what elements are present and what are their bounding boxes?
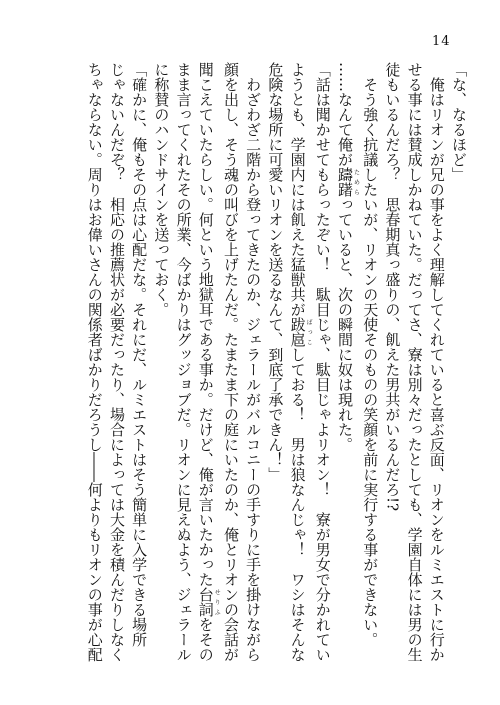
text-line: そう強く抗議したいが、リオンの天使そのものの笑顔を前に実行する事ができない。: [361, 62, 380, 647]
text-line: に称賛のハンドサインを送っておく。: [152, 62, 171, 317]
text-line: まま言ってくれたその所業、今ばかりはグッジョブだ。リオンに見えぬよう、ジェラール: [174, 62, 193, 662]
text-line: せる事には賛成しかねていた。だってさ、寮は別々だったとしても、学園自体には男の生: [405, 62, 424, 662]
page-number: 14: [432, 34, 451, 49]
text-line: 危険な場所に可愛いリオンを送るなんて、到底了承できん！」: [266, 62, 285, 482]
text-line: 「な、なるほど」: [450, 62, 468, 182]
text-line: ……なんて俺が躊躇ためらっていると、次の瞬間に奴は現れた。: [335, 62, 360, 452]
text-line: 俺はリオンが兄の事をよく理解してくれていると喜ぶ反面、リオンをルミエストに行か: [427, 62, 446, 662]
furigana: 跋扈ばっこ: [288, 317, 313, 347]
text-line: ちゃならない。周りはお偉いさんの関係者ばかりだろうし――何よりもリオンの事が心配: [85, 62, 104, 662]
text-line: 「話は聞かせてもらったぞい！ 駄目じゃ、駄目じゃよリオン！ 寮が男女で分かれてい: [313, 62, 332, 662]
text-line: 聞こえていたらしい。何という地獄耳である事か。だけど、俺が言いたかった台詞せりふをその: [196, 62, 221, 662]
text-line: わざわざ二階から登ってきたのか、ジェラールがバルコニーの手すりに手を掛けながら: [244, 62, 263, 662]
text-line: じゃないんだぞ？ 相応の推薦状が必要だったり、場合によっては大金を積んだりしなく: [107, 62, 126, 662]
text-line: 徒もいるんだろ？ 思春期真っ盛りの、飢えた男共がいるんだろ!?: [383, 62, 402, 512]
furigana: 躊躇ためら: [335, 167, 360, 197]
text-line: 「確かに、俺もその点は心配だな。それにだ、ルミエストはそう簡単に入学できる場所: [130, 62, 149, 647]
furigana: 台詞せりふ: [196, 587, 221, 617]
text-line: ようとも、学園内には飢えた猛獣共が跋扈ばっこしておる！ 男は狼なんじゃ！ ワシはそんな: [288, 62, 313, 662]
body-text: [84, 62, 470, 687]
text-line: 顔を出し、そう魂の叫びを上げたんだ。たまたま下の庭にいたのか、俺とリオンの会話が: [221, 62, 240, 662]
